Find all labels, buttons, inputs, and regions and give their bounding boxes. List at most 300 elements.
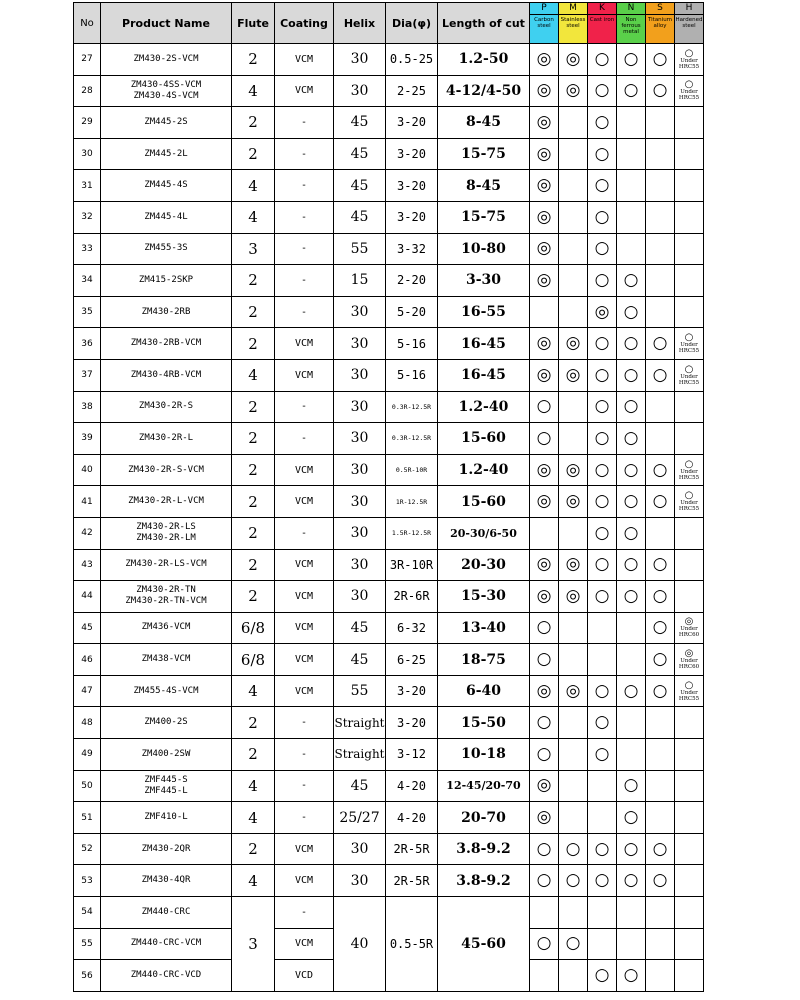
product-sheet bbox=[73, 2, 704, 992]
product-name: ZM440-CRC-VCM bbox=[101, 928, 232, 960]
length-of-cut: 8-45 bbox=[438, 170, 530, 202]
suitability-n bbox=[617, 170, 646, 202]
material-label: Carbon steel bbox=[530, 15, 558, 29]
table-row bbox=[74, 75, 704, 107]
diameter-range: 3-32 bbox=[386, 233, 438, 265]
suitability-k: ○ bbox=[588, 44, 617, 76]
suitability-n: ○ bbox=[617, 454, 646, 486]
row-no: 52 bbox=[74, 833, 101, 865]
row-no: 36 bbox=[74, 328, 101, 360]
suitability-p: ◎ bbox=[530, 138, 559, 170]
product-name: ZM430-2R-TN ZM430-2R-TN-VCM bbox=[101, 581, 232, 613]
flute-count: 4 bbox=[232, 170, 275, 202]
suitability-m bbox=[559, 644, 588, 676]
coating: - bbox=[275, 391, 334, 423]
suitability-p: ○ bbox=[530, 739, 559, 771]
product-name: ZM430-2R-LS-VCM bbox=[101, 549, 232, 581]
suitability-k: ○ bbox=[588, 549, 617, 581]
flute-count: 6/8 bbox=[232, 644, 275, 676]
table-row bbox=[74, 454, 704, 486]
product-name: ZM436-VCM bbox=[101, 612, 232, 644]
suitability-k: ○ bbox=[588, 833, 617, 865]
suitability-s bbox=[646, 265, 675, 297]
suitability-k: ○ bbox=[588, 359, 617, 391]
suitability-n: ○ bbox=[617, 802, 646, 834]
suitability-s bbox=[646, 960, 675, 992]
suitability-s bbox=[646, 170, 675, 202]
coating: - bbox=[275, 265, 334, 297]
table-row bbox=[74, 739, 704, 771]
suitability-n: ○ bbox=[617, 581, 646, 613]
suitability-p: ◎ bbox=[530, 265, 559, 297]
suitability-m: ○ bbox=[559, 833, 588, 865]
row-no: 44 bbox=[74, 581, 101, 613]
table-row bbox=[74, 328, 704, 360]
diameter-range: 1R-12.5R bbox=[386, 486, 438, 518]
flute-count: 2 bbox=[232, 138, 275, 170]
coating: - bbox=[275, 296, 334, 328]
flute-count: 2 bbox=[232, 454, 275, 486]
suitability-s: ○ bbox=[646, 581, 675, 613]
suitability-m: ◎ bbox=[559, 44, 588, 76]
suitability-p: ◎ bbox=[530, 581, 559, 613]
row-no: 27 bbox=[74, 44, 101, 76]
suitability-m: ◎ bbox=[559, 359, 588, 391]
suitability-s bbox=[646, 897, 675, 929]
table-row bbox=[74, 802, 704, 834]
diameter-range: 2R-5R bbox=[386, 865, 438, 897]
helix-angle: 30 bbox=[334, 549, 386, 581]
coating: VCM bbox=[275, 359, 334, 391]
material-letter: K bbox=[588, 3, 616, 15]
suitability-h bbox=[675, 107, 704, 139]
suitability-p: ○ bbox=[530, 612, 559, 644]
helix-angle: 30 bbox=[334, 359, 386, 391]
table-row bbox=[74, 770, 704, 802]
product-name: ZM445-4S bbox=[101, 170, 232, 202]
suitability-m bbox=[559, 233, 588, 265]
suitability-s: ○ bbox=[646, 644, 675, 676]
suitability-h-note: Under HRC55 bbox=[678, 500, 700, 513]
suitability-h bbox=[675, 233, 704, 265]
suitability-k: ○ bbox=[588, 707, 617, 739]
helix-angle: 30 bbox=[334, 296, 386, 328]
diameter-range: 3-20 bbox=[386, 707, 438, 739]
suitability-s bbox=[646, 391, 675, 423]
row-no: 38 bbox=[74, 391, 101, 423]
row-no: 47 bbox=[74, 675, 101, 707]
row-no: 50 bbox=[74, 770, 101, 802]
diameter-range: 3-12 bbox=[386, 739, 438, 771]
suitability-m: ◎ bbox=[559, 675, 588, 707]
suitability-p: ◎ bbox=[530, 201, 559, 233]
suitability-k: ○ bbox=[588, 138, 617, 170]
coating: - bbox=[275, 897, 334, 929]
suitability-h bbox=[675, 865, 704, 897]
row-no: 49 bbox=[74, 739, 101, 771]
diameter-range: 0.3R-12.5R bbox=[386, 391, 438, 423]
table-row bbox=[74, 549, 704, 581]
product-name: ZM430-2S-VCM bbox=[101, 44, 232, 76]
flute-count: 2 bbox=[232, 328, 275, 360]
suitability-h bbox=[675, 549, 704, 581]
row-no: 41 bbox=[74, 486, 101, 518]
length-of-cut: 15-60 bbox=[438, 486, 530, 518]
length-of-cut: 6-40 bbox=[438, 675, 530, 707]
product-name: ZMF445-S ZMF445-L bbox=[101, 770, 232, 802]
product-name: ZM440-CRC bbox=[101, 897, 232, 929]
suitability-p bbox=[530, 897, 559, 929]
length-of-cut: 10-80 bbox=[438, 233, 530, 265]
suitability-h-symbol: ○ bbox=[684, 490, 694, 502]
suitability-h bbox=[675, 359, 704, 391]
suitability-h bbox=[675, 296, 704, 328]
diameter-range: 1.5R-12.5R bbox=[386, 517, 438, 549]
suitability-h bbox=[675, 928, 704, 960]
diameter-range: 3-20 bbox=[386, 138, 438, 170]
flute-count: 2 bbox=[232, 833, 275, 865]
flute-count: 2 bbox=[232, 739, 275, 771]
helix-angle: 45 bbox=[334, 201, 386, 233]
suitability-m: ◎ bbox=[559, 328, 588, 360]
product-name: ZM445-2L bbox=[101, 138, 232, 170]
table-row bbox=[74, 486, 704, 518]
helix-angle: 25/27 bbox=[334, 802, 386, 834]
product-name: ZM430-2R-S-VCM bbox=[101, 454, 232, 486]
suitability-m: ○ bbox=[559, 928, 588, 960]
suitability-k bbox=[588, 802, 617, 834]
suitability-p: ◎ bbox=[530, 107, 559, 139]
suitability-m bbox=[559, 423, 588, 455]
suitability-n: ○ bbox=[617, 75, 646, 107]
header-no: No bbox=[74, 3, 101, 44]
suitability-s: ○ bbox=[646, 454, 675, 486]
suitability-k: ◎ bbox=[588, 296, 617, 328]
diameter-range: 3R-10R bbox=[386, 549, 438, 581]
suitability-m bbox=[559, 707, 588, 739]
row-no: 32 bbox=[74, 201, 101, 233]
coating: - bbox=[275, 802, 334, 834]
material-label: Titanium alloy bbox=[647, 17, 673, 29]
header-dia: Dia(φ) bbox=[386, 3, 438, 44]
suitability-k: ○ bbox=[588, 265, 617, 297]
diameter-range: 0.5-25 bbox=[386, 44, 438, 76]
suitability-h bbox=[675, 75, 704, 107]
suitability-n: ○ bbox=[617, 486, 646, 518]
suitability-s bbox=[646, 770, 675, 802]
suitability-m bbox=[559, 960, 588, 992]
suitability-h-note: Under HRC55 bbox=[678, 468, 700, 481]
length-of-cut: 18-75 bbox=[438, 644, 530, 676]
table-row bbox=[74, 517, 704, 549]
diameter-range: 0.5R-10R bbox=[386, 454, 438, 486]
suitability-n bbox=[617, 612, 646, 644]
suitability-h bbox=[675, 833, 704, 865]
suitability-p: ◎ bbox=[530, 328, 559, 360]
flute-count: 3 bbox=[232, 897, 275, 992]
suitability-h-note: Under HRC55 bbox=[678, 342, 700, 355]
suitability-n: ○ bbox=[617, 391, 646, 423]
suitability-p: ○ bbox=[530, 865, 559, 897]
suitability-s: ○ bbox=[646, 865, 675, 897]
suitability-s bbox=[646, 928, 675, 960]
diameter-range: 3-20 bbox=[386, 107, 438, 139]
helix-angle: 30 bbox=[334, 423, 386, 455]
suitability-k: ○ bbox=[588, 739, 617, 771]
flute-count: 2 bbox=[232, 517, 275, 549]
suitability-m bbox=[559, 201, 588, 233]
row-no: 43 bbox=[74, 549, 101, 581]
coating: - bbox=[275, 201, 334, 233]
suitability-h bbox=[675, 454, 704, 486]
suitability-k: ○ bbox=[588, 960, 617, 992]
diameter-range: 5-16 bbox=[386, 328, 438, 360]
suitability-p: ○ bbox=[530, 833, 559, 865]
flute-count: 2 bbox=[232, 423, 275, 455]
product-name: ZM400-2S bbox=[101, 707, 232, 739]
material-label: Non ferrous metal bbox=[617, 15, 645, 35]
coating: VCD bbox=[275, 960, 334, 992]
length-of-cut: 3.8-9.2 bbox=[438, 833, 530, 865]
product-name: ZM430-2R-LS ZM430-2R-LM bbox=[101, 517, 232, 549]
suitability-h-symbol: ○ bbox=[684, 363, 694, 375]
suitability-s: ○ bbox=[646, 675, 675, 707]
length-of-cut: 13-40 bbox=[438, 612, 530, 644]
length-of-cut: 15-30 bbox=[438, 581, 530, 613]
suitability-n bbox=[617, 739, 646, 771]
row-no: 37 bbox=[74, 359, 101, 391]
length-of-cut: 16-55 bbox=[438, 296, 530, 328]
row-no: 55 bbox=[74, 928, 101, 960]
suitability-m bbox=[559, 770, 588, 802]
header-coating: Coating bbox=[275, 3, 334, 44]
length-of-cut: 3-30 bbox=[438, 265, 530, 297]
suitability-h bbox=[675, 581, 704, 613]
helix-angle: 30 bbox=[334, 581, 386, 613]
coating: VCM bbox=[275, 612, 334, 644]
suitability-m bbox=[559, 517, 588, 549]
suitability-h-note: Under HRC60 bbox=[678, 626, 700, 639]
length-of-cut: 4-12/4-50 bbox=[438, 75, 530, 107]
helix-angle: 15 bbox=[334, 265, 386, 297]
coating: VCM bbox=[275, 675, 334, 707]
suitability-s bbox=[646, 707, 675, 739]
product-name: ZM430-2R-S bbox=[101, 391, 232, 423]
table-row bbox=[74, 296, 704, 328]
length-of-cut: 20-70 bbox=[438, 802, 530, 834]
suitability-m: ◎ bbox=[559, 454, 588, 486]
suitability-p: ◎ bbox=[530, 44, 559, 76]
suitability-h-symbol: ○ bbox=[684, 458, 694, 470]
suitability-h-symbol: ○ bbox=[684, 332, 694, 344]
coating: - bbox=[275, 170, 334, 202]
row-no: 40 bbox=[74, 454, 101, 486]
suitability-h bbox=[675, 707, 704, 739]
suitability-n bbox=[617, 107, 646, 139]
row-no: 56 bbox=[74, 960, 101, 992]
flute-count: 4 bbox=[232, 75, 275, 107]
suitability-m bbox=[559, 107, 588, 139]
suitability-k: ○ bbox=[588, 201, 617, 233]
length-of-cut: 20-30 bbox=[438, 549, 530, 581]
suitability-p: ◎ bbox=[530, 170, 559, 202]
helix-angle: 30 bbox=[334, 391, 386, 423]
material-letter: P bbox=[530, 3, 558, 15]
suitability-h bbox=[675, 770, 704, 802]
suitability-h bbox=[675, 960, 704, 992]
helix-angle: 30 bbox=[334, 517, 386, 549]
product-table bbox=[73, 2, 704, 992]
suitability-m bbox=[559, 138, 588, 170]
table-row bbox=[74, 675, 704, 707]
suitability-h bbox=[675, 328, 704, 360]
length-of-cut: 1.2-40 bbox=[438, 391, 530, 423]
suitability-s: ○ bbox=[646, 486, 675, 518]
suitability-p bbox=[530, 960, 559, 992]
length-of-cut: 15-50 bbox=[438, 707, 530, 739]
suitability-k: ○ bbox=[588, 581, 617, 613]
row-no: 34 bbox=[74, 265, 101, 297]
suitability-s bbox=[646, 423, 675, 455]
suitability-k: ○ bbox=[588, 865, 617, 897]
flute-count: 6/8 bbox=[232, 612, 275, 644]
product-name: ZM415-2SKP bbox=[101, 265, 232, 297]
suitability-p: ◎ bbox=[530, 75, 559, 107]
length-of-cut: 10-18 bbox=[438, 739, 530, 771]
product-name: ZM455-3S bbox=[101, 233, 232, 265]
suitability-k: ○ bbox=[588, 233, 617, 265]
flute-count: 4 bbox=[232, 802, 275, 834]
coating: VCM bbox=[275, 833, 334, 865]
suitability-k: ○ bbox=[588, 454, 617, 486]
suitability-h bbox=[675, 44, 704, 76]
table-row bbox=[74, 170, 704, 202]
length-of-cut: 16-45 bbox=[438, 328, 530, 360]
table-row bbox=[74, 201, 704, 233]
row-no: 42 bbox=[74, 517, 101, 549]
table-row bbox=[74, 833, 704, 865]
suitability-m bbox=[559, 802, 588, 834]
suitability-s: ○ bbox=[646, 328, 675, 360]
diameter-range: 6-32 bbox=[386, 612, 438, 644]
suitability-h bbox=[675, 612, 704, 644]
flute-count: 2 bbox=[232, 265, 275, 297]
header-helix: Helix bbox=[334, 3, 386, 44]
table-row bbox=[74, 107, 704, 139]
coating: VCM bbox=[275, 644, 334, 676]
row-no: 35 bbox=[74, 296, 101, 328]
row-no: 53 bbox=[74, 865, 101, 897]
suitability-p: ◎ bbox=[530, 675, 559, 707]
suitability-n bbox=[617, 138, 646, 170]
table-row bbox=[74, 581, 704, 613]
suitability-s: ○ bbox=[646, 833, 675, 865]
suitability-m: ◎ bbox=[559, 75, 588, 107]
product-name: ZM400-2SW bbox=[101, 739, 232, 771]
suitability-m bbox=[559, 296, 588, 328]
suitability-h-symbol: ◎ bbox=[684, 616, 694, 628]
suitability-k: ○ bbox=[588, 107, 617, 139]
product-name: ZM430-2R-L bbox=[101, 423, 232, 455]
diameter-range: 2-25 bbox=[386, 75, 438, 107]
suitability-s bbox=[646, 296, 675, 328]
suitability-m bbox=[559, 391, 588, 423]
header-material-m bbox=[559, 3, 588, 44]
coating: - bbox=[275, 707, 334, 739]
suitability-p: ○ bbox=[530, 644, 559, 676]
suitability-h bbox=[675, 486, 704, 518]
length-of-cut: 12-45/20-70 bbox=[438, 770, 530, 802]
suitability-n: ○ bbox=[617, 833, 646, 865]
helix-angle: 45 bbox=[334, 107, 386, 139]
suitability-h-note: Under HRC60 bbox=[678, 658, 700, 671]
header-material-n bbox=[617, 3, 646, 44]
coating: - bbox=[275, 770, 334, 802]
suitability-n bbox=[617, 644, 646, 676]
coating: VCM bbox=[275, 328, 334, 360]
suitability-p: ○ bbox=[530, 391, 559, 423]
suitability-n: ○ bbox=[617, 549, 646, 581]
suitability-h bbox=[675, 644, 704, 676]
suitability-h bbox=[675, 170, 704, 202]
table-body bbox=[74, 44, 704, 992]
coating: - bbox=[275, 739, 334, 771]
helix-angle: 45 bbox=[334, 138, 386, 170]
flute-count: 2 bbox=[232, 296, 275, 328]
table-row bbox=[74, 897, 704, 929]
suitability-k: ○ bbox=[588, 75, 617, 107]
suitability-k: ○ bbox=[588, 517, 617, 549]
product-name: ZM438-VCM bbox=[101, 644, 232, 676]
suitability-m: ◎ bbox=[559, 581, 588, 613]
suitability-n: ○ bbox=[617, 359, 646, 391]
diameter-range: 2-20 bbox=[386, 265, 438, 297]
suitability-h-symbol: ◎ bbox=[684, 648, 694, 660]
suitability-p bbox=[530, 296, 559, 328]
suitability-n bbox=[617, 233, 646, 265]
suitability-s: ○ bbox=[646, 612, 675, 644]
suitability-n: ○ bbox=[617, 517, 646, 549]
length-of-cut: 15-75 bbox=[438, 138, 530, 170]
suitability-p: ◎ bbox=[530, 770, 559, 802]
suitability-k: ○ bbox=[588, 675, 617, 707]
length-of-cut: 20-30/6-50 bbox=[438, 517, 530, 549]
suitability-n: ○ bbox=[617, 296, 646, 328]
header-row bbox=[74, 3, 704, 44]
flute-count: 2 bbox=[232, 549, 275, 581]
table-row bbox=[74, 44, 704, 76]
suitability-s bbox=[646, 233, 675, 265]
product-name: ZM430-4QR bbox=[101, 865, 232, 897]
suitability-h-symbol: ○ bbox=[684, 79, 694, 91]
coating: - bbox=[275, 138, 334, 170]
helix-angle: 30 bbox=[334, 328, 386, 360]
suitability-m bbox=[559, 739, 588, 771]
material-letter: S bbox=[646, 3, 674, 15]
flute-count: 4 bbox=[232, 865, 275, 897]
table-row bbox=[74, 138, 704, 170]
header-material-h bbox=[675, 3, 704, 44]
suitability-h-symbol: ○ bbox=[684, 679, 694, 691]
suitability-n bbox=[617, 897, 646, 929]
row-no: 46 bbox=[74, 644, 101, 676]
helix-angle: 30 bbox=[334, 454, 386, 486]
helix-angle: 30 bbox=[334, 44, 386, 76]
helix-angle: 55 bbox=[334, 233, 386, 265]
header-material-p bbox=[530, 3, 559, 44]
suitability-n: ○ bbox=[617, 423, 646, 455]
suitability-h-symbol: ○ bbox=[684, 47, 694, 59]
